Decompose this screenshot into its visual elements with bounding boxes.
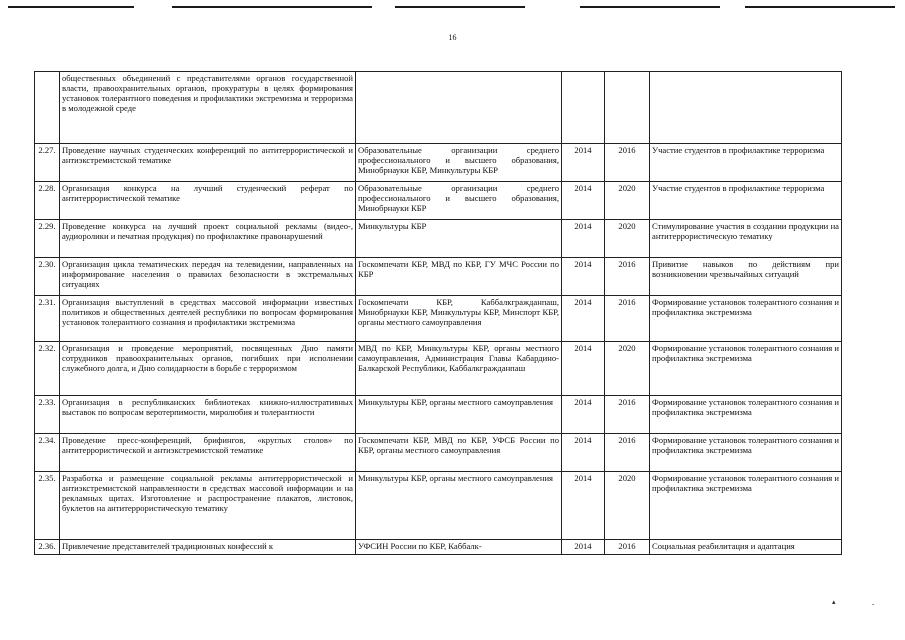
- end-year-cell: 2016: [605, 258, 650, 296]
- start-year-cell: 2014: [562, 472, 605, 540]
- table-row: [35, 396, 842, 434]
- table-row: [35, 342, 842, 396]
- end-year-cell: 2016: [605, 396, 650, 434]
- end-year-cell: 2020: [605, 342, 650, 396]
- expected-result-cell: Участие студентов в профилактике терроризма: [650, 182, 842, 220]
- start-year-cell: 2014: [562, 258, 605, 296]
- executors-cell: Минкультуры КБР, органы местного самоуправления: [356, 472, 562, 540]
- row-number-cell: 2.27.: [35, 144, 60, 182]
- row-number-cell: 2.31.: [35, 296, 60, 342]
- start-year-cell: 2014: [562, 220, 605, 258]
- end-year-cell: 2020: [605, 472, 650, 540]
- executors-cell: УФСИН России по КБР, Каббалк-: [356, 540, 562, 555]
- end-year-cell: 2016: [605, 434, 650, 472]
- executors-cell: Госкомпечати КБР, МВД по КБР, ГУ МЧС России по КБР: [356, 258, 562, 296]
- table-row: [35, 258, 842, 296]
- expected-result-cell: Формирование установок толерантного сознания и профилактика экстремизма: [650, 434, 842, 472]
- end-year-cell: 2016: [605, 540, 650, 555]
- measure-description-cell: Организация конкурса на лучший студенческий реферат по антитеррористической тематике: [60, 182, 356, 220]
- executors-cell: Госкомпечати КБР, МВД по КБР, УФСБ России по КБР, органы местного самоуправления: [356, 434, 562, 472]
- scan-top-line-3: [395, 6, 525, 8]
- row-number-cell: [35, 72, 60, 144]
- table-row: [35, 72, 842, 144]
- start-year-cell: 2014: [562, 296, 605, 342]
- start-year-cell: 2014: [562, 182, 605, 220]
- table-row: [35, 472, 842, 540]
- expected-result-cell: Участие студентов в профилактике терроризма: [650, 144, 842, 182]
- expected-result-cell: Социальная реабилитация и адаптация: [650, 540, 842, 555]
- scan-top-line-4: [580, 6, 720, 8]
- table-row: [35, 182, 842, 220]
- end-year-cell: 2020: [605, 220, 650, 258]
- scan-mark-2: -: [872, 600, 875, 608]
- row-number-cell: 2.29.: [35, 220, 60, 258]
- executors-cell: МВД по КБР, Минкультуры КБР, органы местного самоуправления, Администрация Главы Кабардино-Балкарской Республики, Каббалкгражданпаш: [356, 342, 562, 396]
- executors-cell: Госкомпечати КБР, Каббалкгражданпаш, Минобрнауки КБР, Минкультуры КБР, Минспорт КБР, органы местного самоуправления: [356, 296, 562, 342]
- scan-top-line-5: [745, 6, 895, 8]
- row-number-cell: 2.35.: [35, 472, 60, 540]
- row-number-cell: 2.32.: [35, 342, 60, 396]
- row-number-cell: 2.30.: [35, 258, 60, 296]
- measure-description-cell: Разработка и размещение социальной рекламы антитеррористической и антиэкстремистской направленности в средствах массовой информации и на рекламных щитах. Изготовление и распространение плакатов, листовок, буклетов на антитеррористическую тематику: [60, 472, 356, 540]
- end-year-cell: [605, 72, 650, 144]
- expected-result-cell: Формирование установок толерантного сознания и профилактика экстремизма: [650, 342, 842, 396]
- measures-table: [34, 71, 842, 555]
- row-number-cell: 2.28.: [35, 182, 60, 220]
- start-year-cell: 2014: [562, 396, 605, 434]
- expected-result-cell: [650, 72, 842, 144]
- table-row: [35, 220, 842, 258]
- expected-result-cell: Формирование установок толерантного сознания и профилактика экстремизма: [650, 296, 842, 342]
- page-number: 16: [448, 33, 457, 42]
- row-number-cell: 2.34.: [35, 434, 60, 472]
- scan-top-line-1: [8, 6, 134, 8]
- end-year-cell: 2016: [605, 296, 650, 342]
- row-number-cell: 2.36.: [35, 540, 60, 555]
- start-year-cell: 2014: [562, 144, 605, 182]
- scan-mark-1: ▴: [832, 598, 836, 606]
- measure-description-cell: Проведение пресс-конференций, брифингов, «круглых столов» по антитеррористической и антиэкстремистской тематике: [60, 434, 356, 472]
- table-row: [35, 434, 842, 472]
- start-year-cell: [562, 72, 605, 144]
- row-number-cell: 2.33.: [35, 396, 60, 434]
- measure-description-cell: Проведение научных студенческих конференций по антитеррористической и антиэкстремистской тематике: [60, 144, 356, 182]
- executors-cell: Минкультуры КБР: [356, 220, 562, 258]
- measure-description-cell: Организация и проведение мероприятий, посвященных Дню памяти сотрудников правоохранительных органов, погибших при исполнении служебного долга, и Дню солидарности в борьбе с терроризмом: [60, 342, 356, 396]
- start-year-cell: 2014: [562, 434, 605, 472]
- table-row: [35, 296, 842, 342]
- executors-cell: [356, 72, 562, 144]
- executors-cell: Минкультуры КБР, органы местного самоуправления: [356, 396, 562, 434]
- start-year-cell: 2014: [562, 540, 605, 555]
- measure-description-cell: общественных объединений с представителями органов государственной власти, правоохранительных органов, прокуратуры в целях формирования установок толерантного поведения и профилактики экстремизма и терроризма в молодежной среде: [60, 72, 356, 144]
- expected-result-cell: Стимулирование участия в создании продукции на антитеррористическую тематику: [650, 220, 842, 258]
- table-body: [35, 72, 842, 555]
- expected-result-cell: Привитие навыков по действиям при возникновении чрезвычайных ситуаций: [650, 258, 842, 296]
- measure-description-cell: Организация в республиканских библиотеках книжно-иллюстративных выставок по вопросам веротерпимости, миролюбия и толерантности: [60, 396, 356, 434]
- scan-top-line-2: [172, 6, 372, 8]
- measure-description-cell: Организация выступлений в средствах массовой информации известных политиков и общественных деятелей республики по вопросам формирования установок толерантного сознания и профилактики экстремизма: [60, 296, 356, 342]
- end-year-cell: 2016: [605, 144, 650, 182]
- table-row: [35, 144, 842, 182]
- table-row: [35, 540, 842, 555]
- measure-description-cell: Проведение конкурса на лучший проект социальной рекламы (видео-, аудиоролики и печатная продукция) по профилактике правонарушений: [60, 220, 356, 258]
- start-year-cell: 2014: [562, 342, 605, 396]
- expected-result-cell: Формирование установок толерантного сознания и профилактика экстремизма: [650, 396, 842, 434]
- end-year-cell: 2020: [605, 182, 650, 220]
- measure-description-cell: Привлечение представителей традиционных конфессий к: [60, 540, 356, 555]
- executors-cell: Образовательные организации среднего профессионального и высшего образования, Минобрнауки КБР, Минкультуры КБР: [356, 144, 562, 182]
- executors-cell: Образовательные организации среднего профессионального и высшего образования, Минобрнауки КБР: [356, 182, 562, 220]
- measure-description-cell: Организация цикла тематических передач на телевидении, направленных на информирование населения о правилах безопасности в экстремальных ситуациях: [60, 258, 356, 296]
- expected-result-cell: Формирование установок толерантного сознания и профилактика экстремизма: [650, 472, 842, 540]
